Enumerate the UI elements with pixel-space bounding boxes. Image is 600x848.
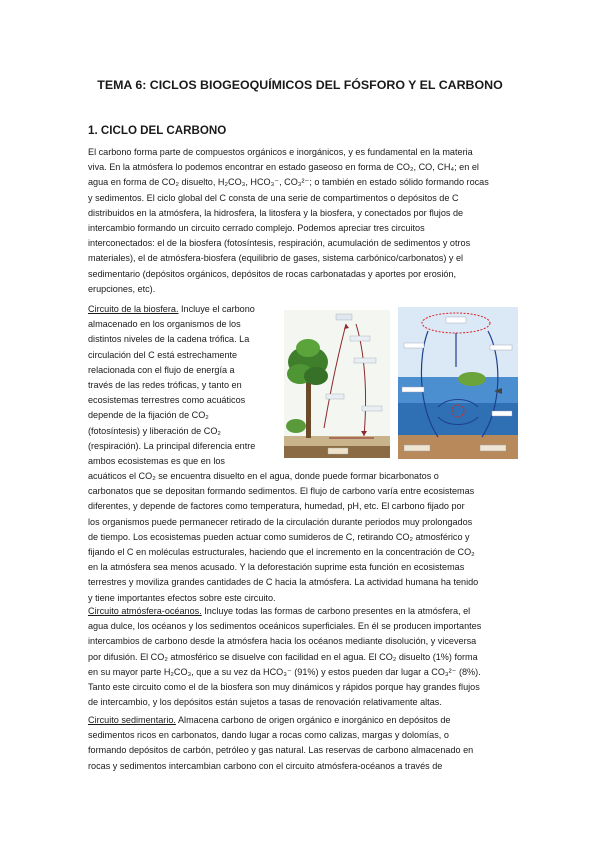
text-line: y sedimentos. El ciclo global del C consta de una serie de compartimentos o depósitos de C [88,192,459,203]
text-line: de intercambio, y los depósitos están sujetos a tasas de renovación relativamente altas. [88,697,442,708]
atmosphere-ocean-paragraph [88,604,516,710]
text-line: circulación del C está estrechamente [88,349,238,360]
text-line: agua dulce, los océanos y los sedimentos oceánicos superficiales. En él se producen importantes [88,621,482,632]
global-carbon-cycle-figure [398,307,518,459]
atmosphere-ocean-heading: Circuito atmósfera-océanos. [88,606,202,616]
text-line: distintos niveles de la cadena trófica. La [88,334,250,345]
text-line: acuáticos el CO₂ se encuentra disuelto en el agua, donde puede formar bicarbonatos o [88,471,439,481]
text-line: (respiración). La principal diferencia entre [88,440,256,451]
text-line: Circuito de la biosfera. Incluye el carbono [88,304,255,314]
terrestrial-carbon-cycle-figure [284,310,390,458]
text-line: materiales), el de atmósfera-biosfera (equilibrio de gases, sistema carbónico/carbonatos) y el [88,253,464,264]
text-line: depende de la fijación de CO₂ [88,410,209,421]
text-line: viva. En la atmósfera lo podemos encontrar en estado gaseoso en forma de CO₂, CO, CH₄; en el [88,162,479,173]
text-line: Circuito sedimentario. Almacena carbono de origen orgánico e inorgánico en depósitos de [88,715,451,725]
text-line: intercambios de carbono desde la atmósfera hacia los océanos mediante disolución, y viceversa [88,636,477,647]
text-line: Tanto este circuito como el de la biosfera son muy dinámicos y rápidos porque hay grandes flujos [88,682,480,693]
text-line: relacionada con el flujo de energía a [88,364,235,375]
text-line: almacenado en los organismos de los [88,319,241,330]
text-line: agua en forma de CO₂ disuelto, H₂CO₃, HCO₃⁻, CO₃²⁻; o también en estado sólido formando rocas [88,177,489,188]
text-line: terrestres y moviliza grandes cantidades de C hacia la atmósfera. La actividad humana ha tenido [88,577,479,588]
text-line: Circuito atmósfera-océanos. Incluye todas las formas de carbono presentes en la atmósfera, el [88,606,471,616]
text-line: sedimentos ricos en carbonatos, dando lugar a rocas como calizas, margas y dolomías, o [88,730,449,741]
text-line: los organismos puede permanecer retirado de la circulación durante periodos muy prolongados [88,516,473,527]
intro-paragraph [88,145,516,297]
text-line: y tiene importantes efectos sobre este circuito. [88,592,276,603]
biosphere-paragraph-wide [88,469,516,606]
text-line: en su mayor parte H₂CO₃, que a su vez da HCO₃⁻ (91%) y estos pueden dar lugar a CO₃²⁻ (8%). [88,666,481,677]
text-line: en la atmósfera sea menos acusado. Y la deforestación suprime esta función en ecosistemas [88,562,465,573]
text-line: carbonatos que se depositan formando sedimentos. El flujo de carbono varía entre ecosistemas [88,486,475,497]
text-line: sedimentario (depósitos orgánicos, depósitos de rocas carbonatadas y aportes por erosión, [88,268,457,279]
text-line: El carbono forma parte de compuestos orgánicos e inorgánicos, y es fundamental en la materia [88,147,473,157]
text-line: formando depósitos de carbón, petróleo y gas natural. Las reservas de carbono almacenado en [88,745,474,756]
text-line: (fotosíntesis) y liberación de CO₂ [88,425,221,436]
sedimentary-paragraph [88,713,516,774]
biosphere-paragraph-narrow [88,302,276,469]
text-line: diferentes, y depende de factores como temperatura, humedad, pH, etc. El carbono fijado por [88,501,465,512]
text-line: de tiempo. Los ecosistemas pueden actuar como sumideros de C, retirando CO₂ atmosférico y [88,531,470,542]
biosphere-heading: Circuito de la biosfera. [88,304,179,314]
text-line: por difusión. El CO₂ atmosférico se disuelve con facilidad en el agua. El CO₂ disuelto (1%) forma [88,651,478,662]
section-heading-carbon-cycle: 1. CICLO DEL CARBONO [88,124,227,137]
document-title: TEMA 6: CICLOS BIOGEOQUÍMICOS DEL FÓSFORO Y EL CARBONO [97,78,503,92]
sedimentary-heading: Circuito sedimentario. [88,715,176,725]
text-line: distribuidos en la atmósfera, la hidrosfera, la litosfera y la biosfera, y conectados por flujos de [88,207,464,218]
text-line: través de las redes tróficas, y tanto en [88,380,242,391]
text-line: erupciones, etc). [88,283,156,294]
text-line: ambos ecosistemas es que en los [88,456,225,467]
text-line: ecosistemas terrestres como acuáticos [88,395,246,406]
text-line: intercambio formando un circuito cerrado complejo. Podemos apreciar tres circuitos [88,223,425,234]
text-line: fijando el C en moléculas estructurales, haciendo que el incremento en la concentración de CO₂ [88,547,475,558]
text-line: interconectados: el de la biosfera (fotosíntesis, respiración, acumulación de sedimentos y otros [88,238,471,249]
text-line: rocas y sedimentos intercambian carbono con el circuito atmósfera-océanos a través de [88,760,443,771]
